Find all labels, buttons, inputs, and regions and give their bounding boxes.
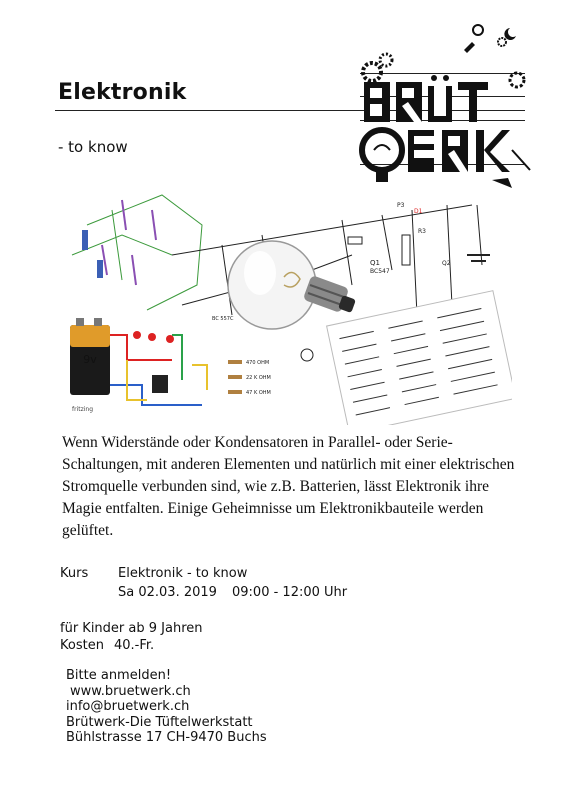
course-date: Sa 02.03. 2019 (118, 585, 217, 600)
organization-name: Brütwerk-Die Tüftelwerkstatt (66, 714, 253, 730)
resistor-row (228, 360, 271, 396)
ic-chip (152, 375, 168, 393)
green-circuit-lines (72, 195, 202, 310)
resistor-value-1: 470 OHM (246, 360, 270, 366)
cost-value: 40.-Fr. (114, 638, 155, 653)
resistor-label: R3 (418, 228, 426, 235)
credit-label: fritzing (72, 406, 94, 413)
blue-labels (82, 230, 103, 278)
course-name: Elektronik - to know (118, 566, 248, 581)
led-red-2 (148, 333, 156, 341)
register-note: Bitte anmelden! (66, 668, 172, 683)
led-red-1 (133, 331, 141, 339)
page-subtitle: - to know (58, 138, 128, 156)
battery-9v (70, 318, 110, 395)
p3-label: P3 (397, 202, 405, 209)
transistor-label: Q1 (370, 259, 380, 267)
electronics-illustration (52, 185, 512, 425)
breadboard-wires (110, 335, 207, 405)
battery-label: 9v (83, 353, 97, 366)
page-title: Elektronik (58, 80, 187, 105)
course-age: für Kinder ab 9 Jahren (60, 621, 203, 636)
resistor-value-3: 47 K OHM (246, 390, 271, 396)
address: Bühlstrasse 17 CH-9470 Buchs (66, 730, 267, 745)
purple-resistors (102, 200, 156, 285)
bruetwerk-logo (352, 20, 532, 195)
symbol-chart (327, 291, 512, 425)
led-red-3 (166, 335, 174, 343)
led-label: D1 (414, 208, 423, 215)
chip-label: BC 557C (212, 316, 234, 322)
cost-label: Kosten (60, 638, 104, 653)
course-time: 09:00 - 12:00 Uhr (232, 585, 348, 600)
course-label: Kurs (60, 566, 89, 581)
resistor-value-2: 22 K OHM (246, 375, 271, 381)
email-link[interactable]: info@bruetwerk.ch (66, 699, 190, 714)
light-bulb (228, 241, 356, 329)
q2-label: Q2 (442, 260, 451, 267)
transistor-part-label: BC547 (370, 268, 390, 275)
website-link[interactable]: www.bruetwerk.ch (70, 683, 191, 699)
lamp-symbol (301, 349, 313, 361)
course-description: Wenn Widerstände oder Kondensatoren in Parallel- oder Serie-Schaltungen, mit anderen Elementen und natürlich mit einer elektrischen Stromquelle verbunden sind, wie z.B. Batterien, lässt Elektronik ihre Magie entfalten. Einige Geheimnisse um Elektronikbauteile werden gelüftet. (62, 434, 515, 539)
contact-block (66, 668, 267, 746)
